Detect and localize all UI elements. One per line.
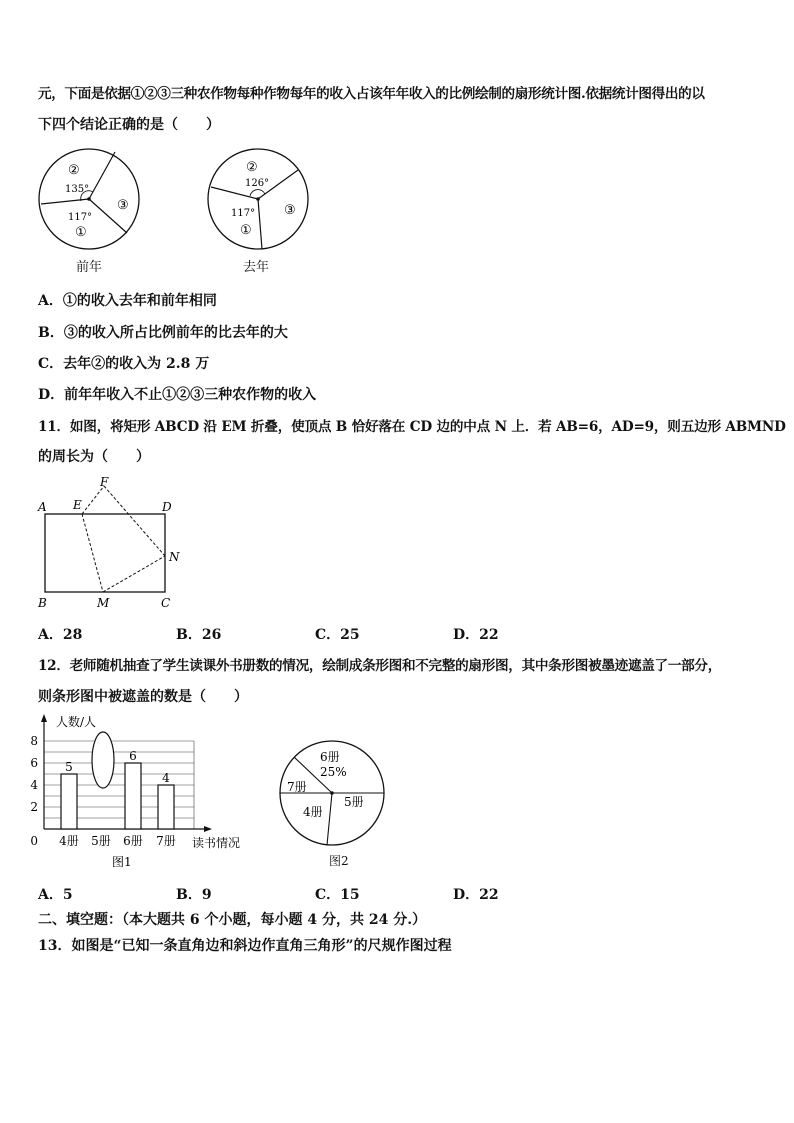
y-tick-label: 2	[30, 800, 38, 814]
q10-option-d: D．前年年收入不止①②③三种农作物的收入	[38, 387, 317, 403]
y-tick-label: 8	[30, 734, 38, 748]
q10-prev-label-1: ①	[75, 225, 87, 240]
q10-prev-angle-1: 117°	[68, 212, 93, 223]
x-tick-label: 5册	[91, 834, 111, 848]
q12-stem-line1: 12．老师随机抽查了学生读课外书册数的情况，绘制成条形图和不完整的扇形图，其中条形图被墨迹遮盖了一部分，	[38, 658, 722, 674]
q11-label-N: N	[169, 550, 180, 564]
y-tick-label: 6	[30, 756, 38, 770]
pie-label-4: 4册	[303, 805, 323, 819]
q11-stem-line2: 的周长为（ ）	[38, 449, 150, 465]
bar-6册	[125, 763, 141, 829]
bar-ylabel: 人数/人	[56, 715, 97, 729]
q10-option-c: C．去年②的收入为 2.8 万	[38, 356, 210, 372]
y-tick-label: 4	[30, 778, 38, 792]
bar-value-label: 6	[129, 749, 137, 763]
q11-label-B: B	[38, 596, 47, 610]
q12-stem-line2: 则条形图中被遮盖的数是（ ）	[38, 689, 248, 705]
q10-last-caption: 去年	[243, 260, 270, 275]
q12-bar-chart	[26, 712, 266, 872]
q11-label-E: E	[73, 498, 82, 512]
ink-blot	[92, 732, 114, 788]
q10-last-angle-1: 117°	[231, 208, 256, 219]
q11-label-C: C	[161, 596, 171, 610]
q11-label-A: A	[38, 500, 47, 514]
x-tick-label: 4册	[59, 834, 79, 848]
q11-label-F: F	[100, 476, 109, 489]
q10-pie-last	[205, 148, 335, 278]
bar-value-label: 4	[162, 771, 170, 785]
q12-pie-chart	[270, 720, 410, 870]
q10-last-label-2: ②	[246, 160, 258, 175]
q10-stem-line2: 下四个结论正确的是（ ）	[38, 117, 220, 133]
bar-4册	[61, 774, 77, 829]
y-tick-label: 0	[30, 834, 38, 848]
pie-title: 图2	[329, 854, 349, 868]
q10-last-label-1: ①	[240, 223, 252, 238]
section-2-heading: 二、填空题：（本大题共 6 个小题，每小题 4 分，共 24 分.）	[38, 912, 427, 928]
q10-prev-label-2: ②	[68, 163, 80, 178]
q13-stem: 13．如图是“已知一条直角边和斜边作直角三角形”的尺规作图过程	[38, 938, 452, 954]
q10-last-label-3: ③	[284, 203, 296, 218]
bar-title: 图1	[112, 855, 132, 869]
q11-option-c: C．25	[315, 627, 360, 643]
q11-stem-line1: 11．如图，将矩形 ABCD 沿 EM 折叠，使顶点 B 恰好落在 CD 边的中点 N 上．若 AB=6，AD=9，则五边形 ABMND	[38, 419, 786, 435]
pie-value-6: 25%	[320, 765, 347, 779]
pie-label-5: 5册	[344, 795, 364, 809]
pie-label-6: 6册	[320, 750, 340, 764]
q10-prev-angle-2: 135°	[65, 184, 90, 195]
q12-option-b: B．9	[176, 887, 212, 903]
bar-7册	[158, 785, 174, 829]
q11-option-d: D．22	[453, 627, 499, 643]
q11-label-D: D	[162, 500, 172, 514]
q10-option-a: A．①的收入去年和前年相同	[38, 293, 217, 309]
q12-option-c: C．15	[315, 887, 360, 903]
q11-option-b: B．26	[176, 627, 222, 643]
q10-last-angle-2: 126°	[245, 178, 270, 189]
q12-option-a: A．5	[38, 887, 73, 903]
pie-label-7: 7册	[287, 780, 307, 794]
q10-prev-label-3: ③	[117, 198, 129, 213]
q11-option-a: A．28	[38, 627, 83, 643]
q10-prev-caption: 前年	[76, 260, 103, 275]
q10-option-b: B．③的收入所占比例前年的比去年的大	[38, 325, 288, 341]
q11-fold-figure	[34, 476, 194, 611]
x-tick-label: 7册	[156, 834, 176, 848]
q12-option-d: D．22	[453, 887, 499, 903]
x-tick-label: 6册	[123, 834, 143, 848]
q10-stem-line1: 元，下面是依据①②③三种农作物每种作物每年的收入占该年年收入的比例绘制的扇形统计图.依据统计图得出的以	[38, 86, 705, 102]
bar-xlabel: 读书情况	[192, 836, 241, 850]
bar-value-label: 5	[65, 760, 73, 774]
q11-label-M: M	[97, 596, 110, 610]
